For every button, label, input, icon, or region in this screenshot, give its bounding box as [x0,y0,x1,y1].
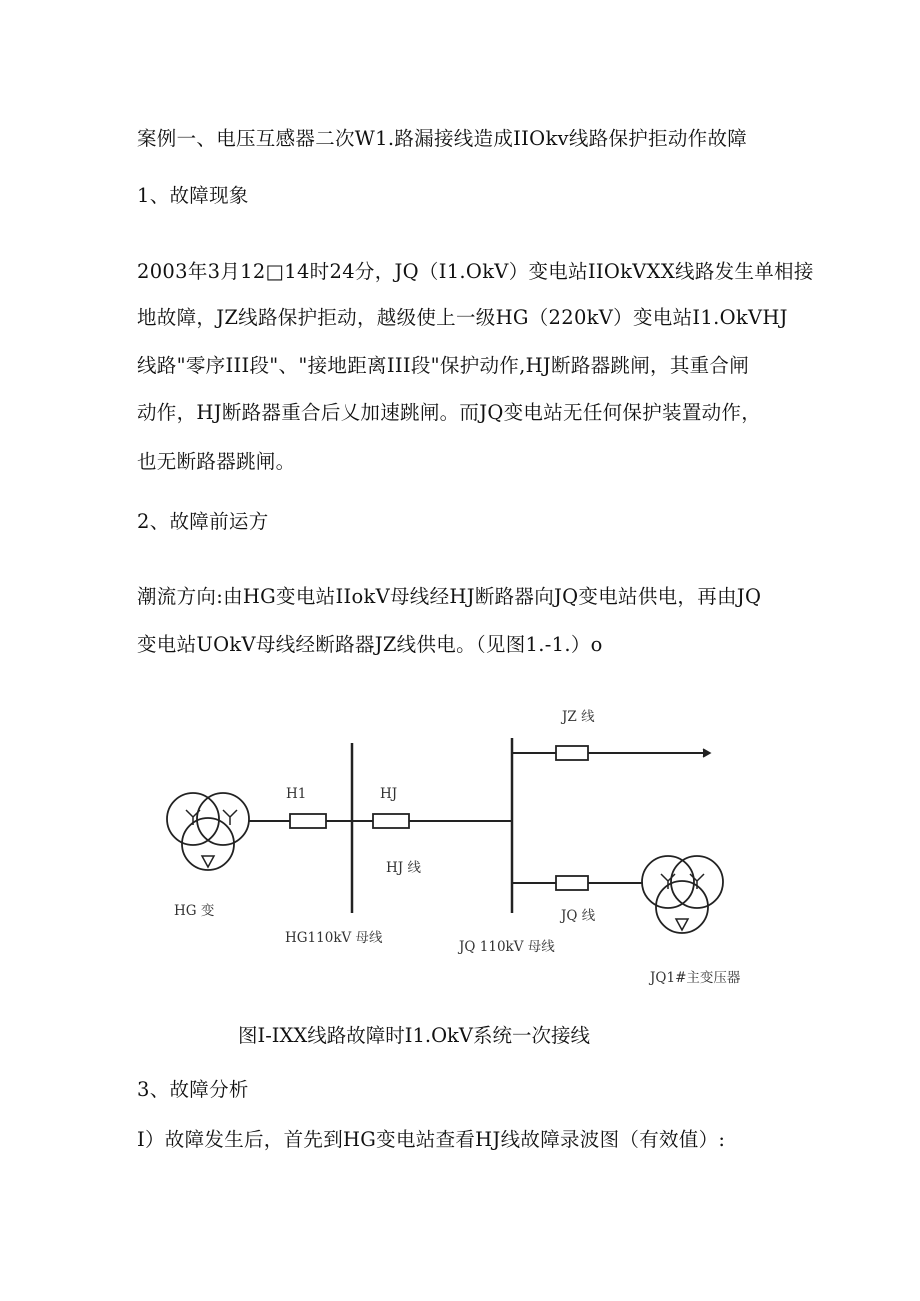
hj-label: HJ [380,786,398,802]
h1-label: H1 [286,786,307,802]
section1-line-2: 地故障，JZ线路保护拒动，越级使上一级HG（220kV）变电站I1.OkVHJ [137,306,788,329]
document-title: 案例一、电压互感器二次W1.路漏接线造成IIOkv线路保护拒动作故障 [137,127,748,150]
figure-caption: 图I-IXX线路故障时I1.OkV系统一次接线 [238,1024,590,1047]
section1-line-4: 动作，HJ断路器重合后乂加速跳闸。而JQ变电站无任何保护装置动作， [137,401,762,424]
section-heading-3: 3、故障分析 [137,1078,249,1101]
jz-breaker [556,746,588,760]
h1-breaker [290,814,326,828]
section1-line-5: 也无断路器跳闸。 [137,450,296,473]
jz-arrow-icon [703,749,710,757]
section-heading-2: 2、故障前运方 [137,510,269,533]
hg-transformer-label: HG 变 [174,903,215,919]
hg-bus-label: HG110kV 母线 [285,930,383,946]
hg-transformer-symbol [167,793,249,870]
section1-line-1: 2003年3月12□14时24分，JQ（I1.OkV）变电站IIOkVXX线路发生单相接 [137,260,814,283]
jq-bus-label: JQ 110kV 母线 [459,939,555,955]
section-heading-1: 1、故障现象 [137,184,249,207]
jq-line-label: JQ 线 [561,908,596,924]
hj-breaker [373,814,409,828]
section1-line-3: 线路"零序III段"、"接地距离III段"保护动作,HJ断路器跳闸，其重合闸 [137,354,750,377]
section3-line-1: I）故障发生后，首先到HG变电站查看HJ线故障录波图（有效值）: [137,1128,726,1151]
section2-line-1: 潮流方向:由HG变电站IIokV母线经HJ断路器向JQ变电站供电，再由JQ [137,585,762,608]
hj-line-label: HJ 线 [386,860,421,876]
single-line-diagram [150,700,770,1000]
jq-transformer-label: JQ1#主变压器 [650,970,741,986]
jz-line-label: JZ 线 [562,709,595,725]
jq-transformer-symbol [642,856,723,933]
jq-breaker [556,876,588,890]
section2-line-2: 变电站UOkV母线经断路器JZ线供电。（见图1.-1.）o [137,633,603,656]
